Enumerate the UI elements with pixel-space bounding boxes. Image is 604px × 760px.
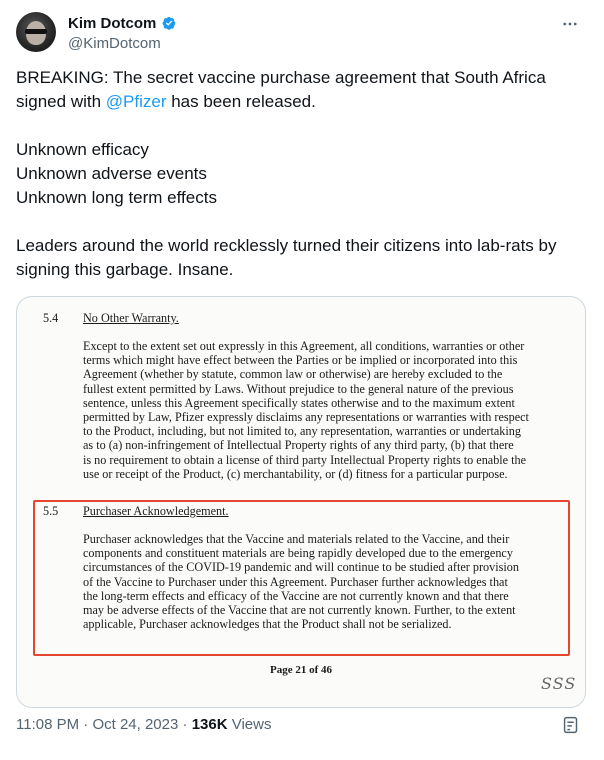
doc-line: to the Product, including, but not limited to, any representation, warranties or undertaking xyxy=(83,424,521,439)
author-display-name[interactable]: Kim Dotcom xyxy=(68,14,157,32)
analytics-button[interactable] xyxy=(560,714,584,738)
section-paragraph xyxy=(83,339,553,481)
tweet-line-part: signed with xyxy=(16,92,106,111)
section-title: No Other Warranty. xyxy=(83,311,179,325)
views-label: Views xyxy=(231,716,272,733)
tweet-line: BREAKING: The secret vaccine purchase agreement that South Africa xyxy=(16,68,546,87)
tweet-text xyxy=(16,66,588,282)
doc-line: circumstances of the COVID-19 pandemic and will continue to be studied after provision xyxy=(83,560,519,575)
section-paragraph xyxy=(83,532,553,631)
section-number: 5.4 xyxy=(43,311,59,325)
views-count: 136K xyxy=(191,716,228,733)
tweet-line xyxy=(16,90,588,114)
section-number: 5.5 xyxy=(43,504,59,518)
signature-mark: SSS xyxy=(541,674,577,693)
tweet-line: signing this garbage. Insane. xyxy=(16,260,234,279)
doc-line: components and constituent materials are being rapidly developed due to the emergency xyxy=(83,546,513,561)
doc-line: permitted by Law, Pfizer expressly disclaims any representations or warranties with respect xyxy=(83,410,529,425)
tweet-line: Unknown efficacy xyxy=(16,140,149,159)
more-options-button[interactable] xyxy=(558,12,582,36)
doc-line: Except to the extent set out expressly in this Agreement, all conditions, warranties or other xyxy=(83,339,525,353)
doc-line: of the Vaccine to Purchaser under this Agreement. Purchaser further acknowledges that xyxy=(83,574,508,589)
meta-separator: · xyxy=(83,716,89,733)
doc-line: as to (a) non-infringement of Intellectual Property rights of any third party, (b) that there xyxy=(83,438,514,453)
tweet-line: Leaders around the world recklessly turned their citizens into lab-rats by xyxy=(16,236,557,255)
avatar-glasses xyxy=(25,29,47,34)
author-handle[interactable]: @KimDotcom xyxy=(68,35,161,52)
verified-badge-icon xyxy=(160,14,178,32)
doc-line: may be adverse effects of the Vaccine that are not currently known. Further, to the extent xyxy=(83,603,516,618)
tweet-line: Unknown long term effects xyxy=(16,188,217,207)
page-number: Page 21 of 46 xyxy=(269,664,332,676)
avatar[interactable] xyxy=(16,12,56,52)
doc-line: sentence, unless this Agreement specifically states otherwise and to the maximum extent xyxy=(83,395,515,410)
doc-line: is no requirement to obtain a license of third party Intellectual Property rights to enable the xyxy=(83,452,527,467)
tweet-line: Unknown adverse events xyxy=(16,164,207,183)
doc-line: terms which might have effect between the Parties or be implied or incorporated into this xyxy=(83,353,518,368)
doc-line: Purchaser acknowledges that the Vaccine and materials related to the Vaccine, and their xyxy=(83,532,510,546)
author-name-row xyxy=(68,14,178,32)
doc-line: applicable, Purchaser acknowledges that the Product shall not be serialized. xyxy=(83,617,452,632)
doc-line: Agreement (whether by statute, common law or otherwise) are hereby excluded to the xyxy=(83,367,503,382)
doc-line: fullest extent permitted by Laws. Without prejudice to the general nature of the previous xyxy=(83,381,514,396)
tweet-meta xyxy=(16,716,271,733)
tweet-date[interactable]: Oct 24, 2023 xyxy=(92,716,179,733)
doc-line: the long-term effects and efficacy of the Vaccine are not currently known and that there xyxy=(83,588,509,603)
meta-separator: · xyxy=(182,716,188,733)
section-title: Purchaser Acknowledgement. xyxy=(83,504,229,518)
tweet-time[interactable]: 11:08 PM xyxy=(16,716,80,733)
document-image[interactable] xyxy=(16,296,586,708)
doc-line: use or receipt of the Product, (c) merchantability, or (d) fitness for a particular purpose. xyxy=(83,466,508,481)
more-dots-icon xyxy=(561,15,579,33)
mention-link[interactable]: @Pfizer xyxy=(105,92,167,111)
analytics-icon xyxy=(560,714,582,736)
tweet-line-part: has been released. xyxy=(166,92,316,111)
document-scan xyxy=(17,297,585,707)
